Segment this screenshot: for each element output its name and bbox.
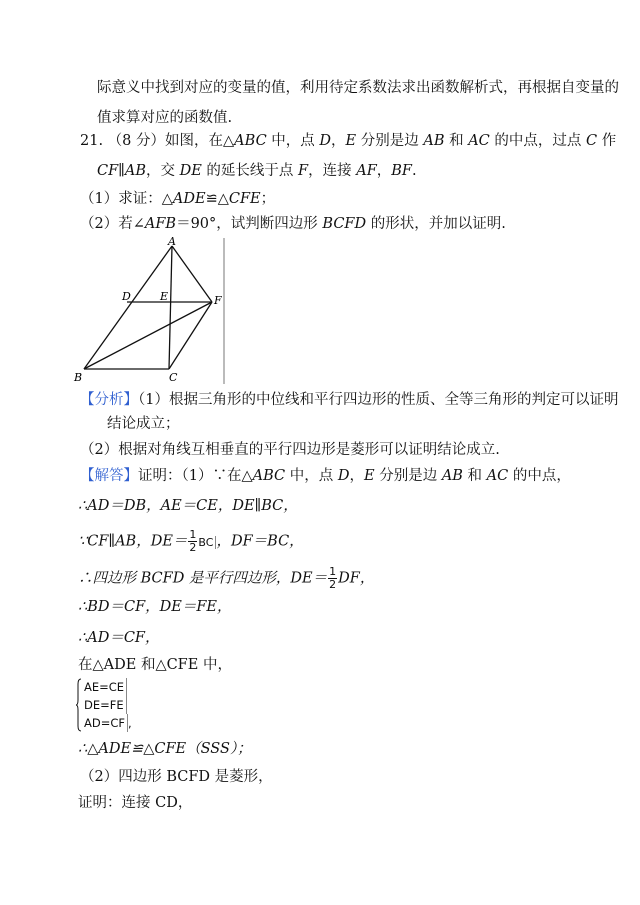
solution-line-9: （2）四边形 BCFD 是菱形， (80, 769, 273, 785)
segment-AF (172, 246, 212, 302)
label-C: C (169, 371, 178, 384)
fraction-half: $\frac{1}{2}$ (329, 565, 337, 591)
analysis-line-3: （2）根据对角线互相垂直的平行四边形是菱形可以证明结论成立. (80, 442, 500, 458)
label-A: A (168, 236, 176, 248)
segment-AC (169, 246, 172, 369)
analysis-line-2: 结论成立； (107, 416, 180, 432)
solution-line-1: 【解答】证明：（1）∵在△ABC 中，点 D，E 分别是边 AB 和 AC 的中点， (80, 468, 571, 484)
solution-line-7: 在△ADE 和△CFE 中， (78, 657, 232, 673)
problem-line-1: 21. （8 分）如图，在△ABC 中，点 D，E 分别是边 AB 和 AC 的中点，过点 C 作 (80, 133, 617, 149)
system-row: DE=FE (84, 696, 127, 714)
solution-line-3: ∵CF∥AB，DE＝ $\frac{1}{2}$ BC ，DF＝BC， (78, 528, 304, 554)
solution-tag: 【解答】 (80, 468, 138, 484)
solution-line-8: ∴△ADE≌△CFE（SSS）； (78, 741, 252, 757)
analysis-tag: 【分析】 (80, 392, 138, 408)
solution-line-5: ∴BD＝CF，DE＝FE， (78, 599, 232, 615)
label-B: B (74, 371, 83, 384)
question-2: （2）若∠AFB＝90°，试判断四边形 BCFD 的形状，并加以证明. (80, 216, 506, 232)
solution-line-10: 证明：连接 CD， (78, 795, 193, 811)
system-row: AD=CF (84, 714, 128, 732)
fraction-half: $\frac{1}{2}$ (189, 528, 197, 554)
label-E: E (160, 290, 169, 303)
label-F: F (214, 294, 222, 307)
segment-CF (169, 302, 212, 369)
intro-line-1: 际意义中找到对应的变量的值，利用待定系数法求出函数解析式，再根据自变量的 (97, 80, 619, 96)
solution-line-4: ∴四边形 BCFD 是平行四边形，DE＝ $\frac{1}{2}$ DF， (78, 565, 375, 591)
analysis-line-1: 【分析】（1）根据三角形的中位线和平行四边形的性质、全等三角形的判定可以证明 (80, 392, 619, 408)
brace-icon (76, 678, 82, 732)
geometry-figure (72, 236, 232, 386)
solution-line-6: ∴AD＝CF， (78, 630, 160, 646)
problem-line-2: CF∥AB，交 DE 的延长线于点 F，连接 AF，BF. (97, 163, 417, 179)
label-D: D (122, 290, 131, 303)
intro-line-2: 值求算对应的函数值. (97, 110, 233, 126)
system-row: AE=CE (84, 678, 127, 696)
question-1: （1）求证：△ADE≌△CFE； (80, 191, 276, 207)
equation-system: AE=CE DE=FE AD=CF , (76, 678, 132, 732)
segment-BF (84, 302, 212, 369)
segment-AB (84, 246, 172, 369)
solution-line-2: ∴AD＝DB，AE＝CE，DE∥BC， (78, 498, 298, 514)
problem-number: 21. (80, 133, 104, 149)
